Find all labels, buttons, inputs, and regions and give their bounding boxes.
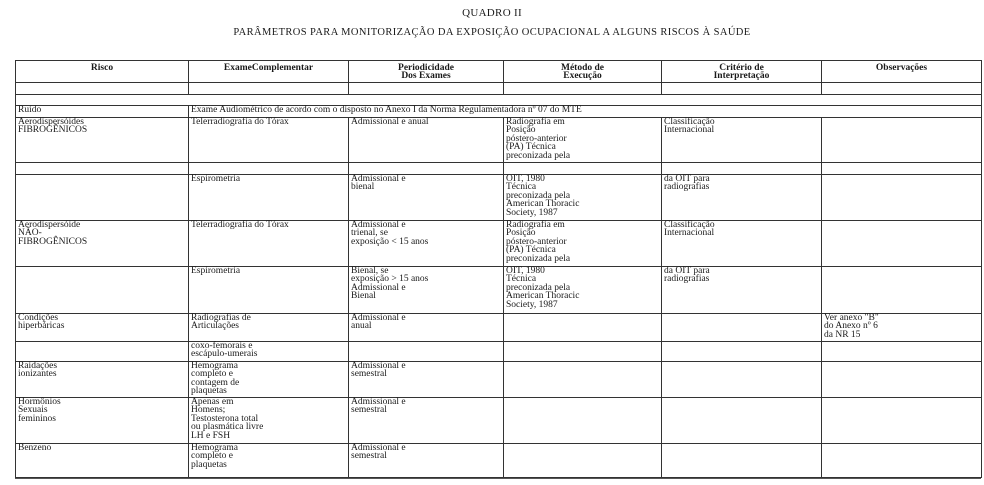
observacoes-cell [822, 362, 982, 398]
observacoes-cell [822, 444, 982, 478]
risco-cell: Aerodispersóide NÃO- FIBROGÊNICOS [16, 221, 189, 267]
exame-cell: Espirometria [189, 175, 349, 221]
table-row [16, 444, 982, 478]
risco-cell [16, 342, 189, 362]
metodo-cell: Radiografia em Posição póstero-anterior (PA) Técnica preconizada pela [504, 118, 662, 163]
exame-cell: Hemograma completo e plaquetas [189, 444, 349, 478]
table-row [16, 221, 982, 267]
criterio-cell: Classificação Internacional [662, 118, 822, 163]
periodicidade-cell: Admissional e semestral [349, 398, 504, 444]
exame-cell: Telerradiografia do Tórax [189, 221, 349, 267]
table-cell [662, 83, 822, 95]
exame-cell: Hemograma completo e contagem de plaquetas [189, 362, 349, 398]
observacoes-cell: Ver anexo "B" do Anexo nº 6 da NR 15 [822, 314, 982, 342]
table-cell [504, 83, 662, 95]
criterio-cell [662, 444, 822, 478]
col-header-observacoes: Observações [822, 61, 982, 83]
metodo-cell [504, 342, 662, 362]
observacoes-cell [822, 163, 982, 175]
metodo-cell [504, 163, 662, 175]
bottom-rule [15, 478, 981, 479]
criterio-cell [662, 314, 822, 342]
observacoes-cell [822, 221, 982, 267]
metodo-cell: OIT, 1980 Técnica preconizada pela American Thoracic Society, 1987 [504, 175, 662, 221]
observacoes-cell [822, 342, 982, 362]
metodo-cell: Radiografia em Posição póstero-anterior (PA) Técnica preconizada pela [504, 221, 662, 267]
risco-cell: Condições hiperbáricas [16, 314, 189, 342]
quadro-label: QUADRO II [462, 7, 522, 19]
spacer-row [16, 83, 982, 95]
periodicidade-cell [349, 342, 504, 362]
header-row [16, 61, 982, 83]
observacoes-cell [822, 398, 982, 444]
monitoring-table [15, 60, 982, 478]
table-row [16, 342, 982, 362]
risco-cell [16, 267, 189, 314]
spacer-row [16, 95, 982, 106]
exame-cell: Telerradiografia do Tórax [189, 118, 349, 163]
exame-cell: Espirometria [189, 267, 349, 314]
exame-cell [189, 163, 349, 175]
metodo-cell [504, 362, 662, 398]
criterio-cell [662, 342, 822, 362]
table-cell [822, 83, 982, 95]
ruido-exam-cell: Exame Audiométrico de acordo com o disposto no Anexo I da Norma Regulamentadora nº 07 do MTE [189, 106, 982, 118]
risco-cell: Hormônios Sexuais femininos [16, 398, 189, 444]
criterio-cell: da OIT para radiografias [662, 175, 822, 221]
col-header-risco: Risco [16, 61, 189, 83]
metodo-cell [504, 314, 662, 342]
risco-cell: Aerodispersóides FIBROGÊNICOS [16, 118, 189, 163]
observacoes-cell [822, 267, 982, 314]
table-row [16, 267, 982, 314]
risco-cell [16, 163, 189, 175]
col-header-criterio: Critério de Interpretação [662, 61, 822, 83]
table-row-ruido [16, 106, 982, 118]
table-cell [16, 95, 982, 106]
exame-cell: Apenas em Homens; Testosterona total ou plasmática livre LH e FSH [189, 398, 349, 444]
criterio-cell: da OIT para radiografias [662, 267, 822, 314]
periodicidade-cell: Admissional e bienal [349, 175, 504, 221]
observacoes-cell [822, 118, 982, 163]
table-cell [189, 83, 349, 95]
risco-cell: Benzeno [16, 444, 189, 478]
periodicidade-cell: Admissional e anual [349, 118, 504, 163]
table-row [16, 314, 982, 342]
col-header-metodo: Método de Execução [504, 61, 662, 83]
criterio-cell [662, 362, 822, 398]
periodicidade-cell: Admissional e semestral [349, 362, 504, 398]
risco-cell: Ruído [16, 106, 189, 118]
metodo-cell [504, 398, 662, 444]
risco-cell [16, 175, 189, 221]
table-cell [16, 83, 189, 95]
criterio-cell: Classificação Internacional [662, 221, 822, 267]
table-row [16, 398, 982, 444]
table-row [16, 175, 982, 221]
metodo-cell [504, 444, 662, 478]
periodicidade-cell: Admissional e anual [349, 314, 504, 342]
criterio-cell [662, 398, 822, 444]
col-header-exame: ExameComplementar [189, 61, 349, 83]
criterio-cell [662, 163, 822, 175]
table-cell [349, 83, 504, 95]
periodicidade-cell: Admissional e trienal, se exposição < 15 anos [349, 221, 504, 267]
periodicidade-cell [349, 163, 504, 175]
observacoes-cell [822, 175, 982, 221]
periodicidade-cell: Bienal, se exposição > 15 anos Admissional e Bienal [349, 267, 504, 314]
periodicidade-cell: Admissional e semestral [349, 444, 504, 478]
table-row [16, 163, 982, 175]
table-row [16, 362, 982, 398]
col-header-periodicidade: Periodicidade Dos Exames [349, 61, 504, 83]
metodo-cell: OIT, 1980 Técnica preconizada pela American Thoracic Society, 1987 [504, 267, 662, 314]
risco-cell: Raidações ionizantes [16, 362, 189, 398]
table-row [16, 118, 982, 163]
exame-cell: coxo-femorais e escápulo-umerais [189, 342, 349, 362]
exame-cell: Radiografias de Articulações [189, 314, 349, 342]
table-title: PARÂMETROS PARA MONITORIZAÇÃO DA EXPOSIÇÃO OCUPACIONAL A ALGUNS RISCOS À SAÚDE [233, 27, 751, 38]
